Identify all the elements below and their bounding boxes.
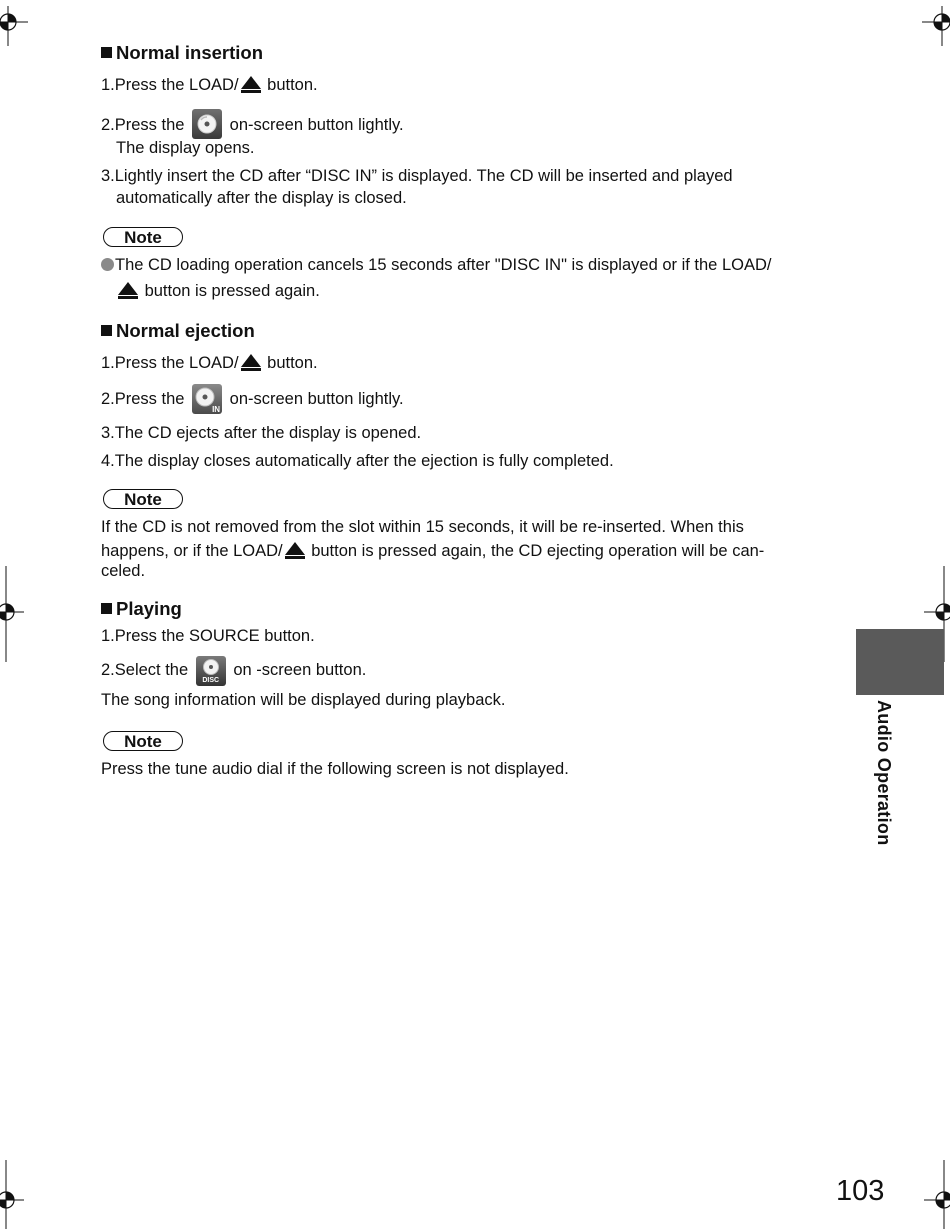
note-2-line-2 <box>101 541 764 561</box>
step-text: button. <box>262 354 318 372</box>
insertion-step-3-line-1: 3.Lightly insert the CD after “DISC IN” is displayed. The CD will be inserted and played <box>101 167 733 185</box>
ejection-step-1 <box>101 353 318 373</box>
heading-playing <box>101 598 182 620</box>
insertion-step-2 <box>101 110 404 140</box>
square-bullet-icon <box>101 325 112 336</box>
note-text: happens, or if the LOAD/ <box>101 542 283 560</box>
circle-bullet-icon <box>101 258 114 271</box>
step-text: 2.Press the <box>101 390 185 408</box>
registration-mark-bottom-left <box>0 1160 30 1229</box>
playing-info-line: The song information will be displayed during playback. <box>101 691 506 709</box>
note-2-line-3: celed. <box>101 562 146 580</box>
step-text: on-screen button lightly. <box>229 390 404 408</box>
eject-icon <box>285 542 305 558</box>
step-text: on-screen button lightly. <box>229 116 404 134</box>
note-text: button is pressed again, the CD ejecting operation will be can- <box>306 542 765 560</box>
note-2-line-1: If the CD is not removed from the slot within 15 seconds, it will be re-inserted. When this <box>101 518 744 536</box>
insertion-step-1 <box>101 75 318 95</box>
insertion-step-2-sub: The display opens. <box>116 139 255 157</box>
insertion-step-3-line-2: automatically after the display is closed. <box>116 189 407 207</box>
disc-in-button-icon <box>192 384 222 414</box>
registration-mark-top-right <box>920 6 950 46</box>
step-text: 1.Press the LOAD/ <box>101 354 239 372</box>
step-text: 2.Select the <box>101 661 189 679</box>
disc-button-icon <box>192 109 222 139</box>
note-text: The CD loading operation cancels 15 seconds after "DISC IN" is displayed or if the LOAD/ <box>115 256 772 274</box>
heading-text: Normal insertion <box>116 42 263 63</box>
ejection-step-2 <box>101 384 404 414</box>
step-text: 1.Press the LOAD/ <box>101 76 239 94</box>
eject-icon <box>118 282 138 298</box>
heading-text: Playing <box>116 598 182 619</box>
ejection-step-4: 4.The display closes automatically after the ejection is fully completed. <box>101 452 614 470</box>
note-3-line-1: Press the tune audio dial if the following screen is not displayed. <box>101 760 569 778</box>
in-badge: IN <box>212 404 221 414</box>
registration-mark-mid-left <box>0 566 30 662</box>
ejection-step-3: 3.The CD ejects after the display is opened. <box>101 424 422 442</box>
eject-icon <box>241 354 261 370</box>
chapter-tab-label: Audio Operation <box>874 700 894 846</box>
note-1-line-2 <box>116 281 320 301</box>
step-text: button. <box>262 76 318 94</box>
square-bullet-icon <box>101 47 112 58</box>
playing-step-1: 1.Press the SOURCE button. <box>101 627 315 645</box>
note-label-2: Note <box>103 489 183 509</box>
disc-source-button-icon <box>196 656 226 686</box>
eject-icon <box>241 76 261 92</box>
page-number: 103 <box>836 1175 885 1207</box>
note-label-1: Note <box>103 227 183 247</box>
registration-mark-top-left <box>0 6 30 46</box>
heading-normal-insertion <box>101 42 263 64</box>
heading-normal-ejection <box>101 320 255 342</box>
chapter-tab-block <box>856 629 944 695</box>
registration-mark-bottom-right <box>920 1160 950 1229</box>
note-text: button is pressed again. <box>140 282 320 300</box>
note-label-3: Note <box>103 731 183 751</box>
playing-step-2 <box>101 655 366 685</box>
step-text: on -screen button. <box>233 661 367 679</box>
disc-badge: DISC <box>202 676 220 684</box>
step-text: 2.Press the <box>101 116 185 134</box>
note-1-line-1 <box>101 255 771 275</box>
heading-text: Normal ejection <box>116 320 255 341</box>
square-bullet-icon <box>101 603 112 614</box>
